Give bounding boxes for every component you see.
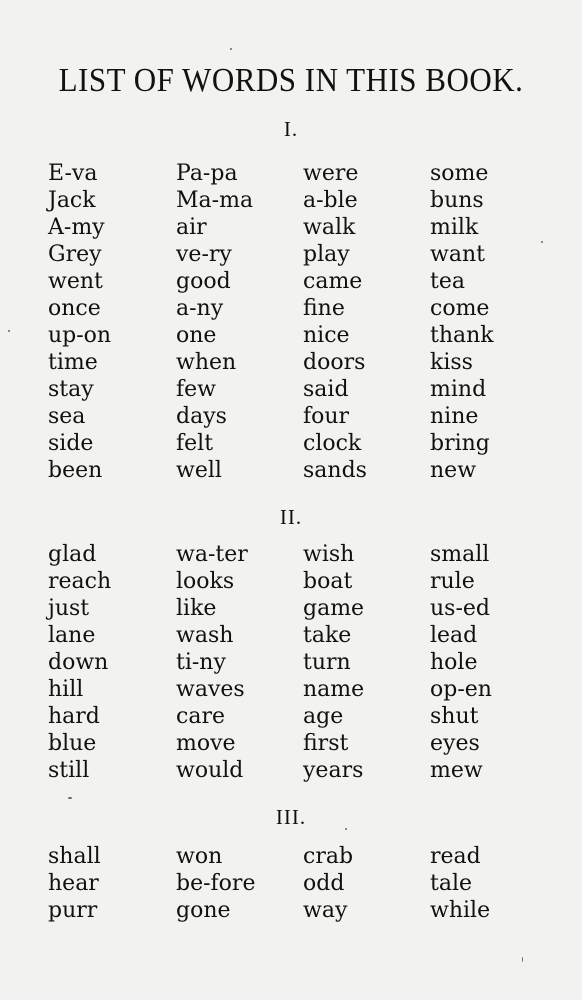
word: glad (48, 542, 97, 567)
word: lane (48, 623, 96, 648)
page-title: LIST OF WORDS IN THIS BOOK. (58, 60, 524, 99)
word-row (0, 349, 582, 376)
word-row (0, 703, 582, 730)
word: hard (48, 704, 100, 729)
word: nice (303, 323, 350, 348)
word-row (0, 730, 582, 757)
word: A-my (48, 215, 105, 240)
word-row (0, 187, 582, 214)
word: op-en (430, 677, 492, 702)
word: gone (176, 898, 231, 923)
word: felt (176, 431, 214, 456)
word: well (176, 458, 222, 483)
word: small (430, 542, 490, 567)
word: ve-ry (176, 242, 232, 267)
word: side (48, 431, 94, 456)
word-row (0, 160, 582, 187)
word: four (303, 404, 350, 429)
word: some (430, 161, 489, 186)
word: air (176, 215, 207, 240)
word-row (0, 897, 582, 924)
word: kiss (430, 350, 473, 375)
paper-speck (522, 957, 523, 962)
word-row (0, 403, 582, 430)
word: way (303, 898, 348, 923)
word: milk (430, 215, 479, 240)
word: fine (303, 296, 345, 321)
section-heading-3: III. (275, 805, 307, 829)
word: wash (176, 623, 234, 648)
word: shut (430, 704, 479, 729)
word: said (303, 377, 349, 402)
word: rule (430, 569, 475, 594)
word: Pa-pa (176, 161, 238, 186)
word: come (430, 296, 490, 321)
word-row (0, 322, 582, 349)
word: been (48, 458, 103, 483)
section-heading-2: II. (279, 505, 303, 529)
word: hill (48, 677, 84, 702)
word: walk (303, 215, 356, 240)
word: lead (430, 623, 478, 648)
word: nine (430, 404, 479, 429)
word: us-ed (430, 596, 490, 621)
word-row (0, 568, 582, 595)
word: eyes (430, 731, 480, 756)
word: wish (303, 542, 355, 567)
word-list-section-2 (0, 541, 582, 784)
word: crab (303, 844, 354, 869)
word: good (176, 269, 231, 294)
word-row (0, 622, 582, 649)
word: age (303, 704, 344, 729)
word-row (0, 870, 582, 897)
paper-speck (345, 828, 347, 830)
word-row (0, 376, 582, 403)
word-row (0, 268, 582, 295)
word: hole (430, 650, 478, 675)
word: buns (430, 188, 484, 213)
word: clock (303, 431, 362, 456)
word-row (0, 541, 582, 568)
word: one (176, 323, 217, 348)
word: when (176, 350, 237, 375)
word-row (0, 843, 582, 870)
word-row (0, 676, 582, 703)
word: care (176, 704, 225, 729)
word: just (48, 596, 90, 621)
word: new (430, 458, 477, 483)
word: tale (430, 871, 473, 896)
word: mind (430, 377, 487, 402)
word: be-fore (176, 871, 256, 896)
word: came (303, 269, 363, 294)
word: time (48, 350, 98, 375)
word: odd (303, 871, 345, 896)
word: first (303, 731, 349, 756)
word: sea (48, 404, 86, 429)
word: bring (430, 431, 490, 456)
word-row (0, 757, 582, 784)
word: stay (48, 377, 94, 402)
word: purr (48, 898, 98, 923)
word: while (430, 898, 491, 923)
paper-speck (230, 48, 232, 50)
word: move (176, 731, 236, 756)
word: went (48, 269, 103, 294)
paper-speck (8, 330, 10, 332)
word-row (0, 214, 582, 241)
word: once (48, 296, 101, 321)
word: looks (176, 569, 235, 594)
word: ti-ny (176, 650, 226, 675)
word: a-ble (303, 188, 358, 213)
word: down (48, 650, 109, 675)
word: a-ny (176, 296, 224, 321)
word: years (303, 758, 364, 783)
word: take (303, 623, 352, 648)
word: read (430, 844, 481, 869)
word: tea (430, 269, 465, 294)
word: E-va (48, 161, 98, 186)
word: doors (303, 350, 366, 375)
word-row (0, 295, 582, 322)
word: up-on (48, 323, 112, 348)
word-list-section-1 (0, 160, 582, 484)
word: wa-ter (176, 542, 248, 567)
word-row (0, 649, 582, 676)
word: shall (48, 844, 101, 869)
word: name (303, 677, 365, 702)
word: like (176, 596, 217, 621)
word-row (0, 595, 582, 622)
word: game (303, 596, 365, 621)
paper-speck (541, 241, 543, 243)
word: turn (303, 650, 351, 675)
word: sands (303, 458, 367, 483)
word: blue (48, 731, 97, 756)
word-row (0, 430, 582, 457)
word: Ma-ma (176, 188, 254, 213)
section-heading-1: I. (283, 117, 299, 141)
word: won (176, 844, 223, 869)
word-row (0, 241, 582, 268)
word: mew (430, 758, 483, 783)
word: hear (48, 871, 99, 896)
word-list-section-3 (0, 843, 582, 924)
word: Jack (48, 188, 96, 213)
word: were (303, 161, 359, 186)
word: Grey (48, 242, 102, 267)
word: thank (430, 323, 494, 348)
word: days (176, 404, 227, 429)
word: boat (303, 569, 353, 594)
word: would (176, 758, 244, 783)
paper-speck (68, 797, 72, 799)
word: play (303, 242, 350, 267)
word: still (48, 758, 90, 783)
word-row (0, 457, 582, 484)
word: few (176, 377, 216, 402)
word: reach (48, 569, 112, 594)
word: want (430, 242, 485, 267)
word: waves (176, 677, 245, 702)
